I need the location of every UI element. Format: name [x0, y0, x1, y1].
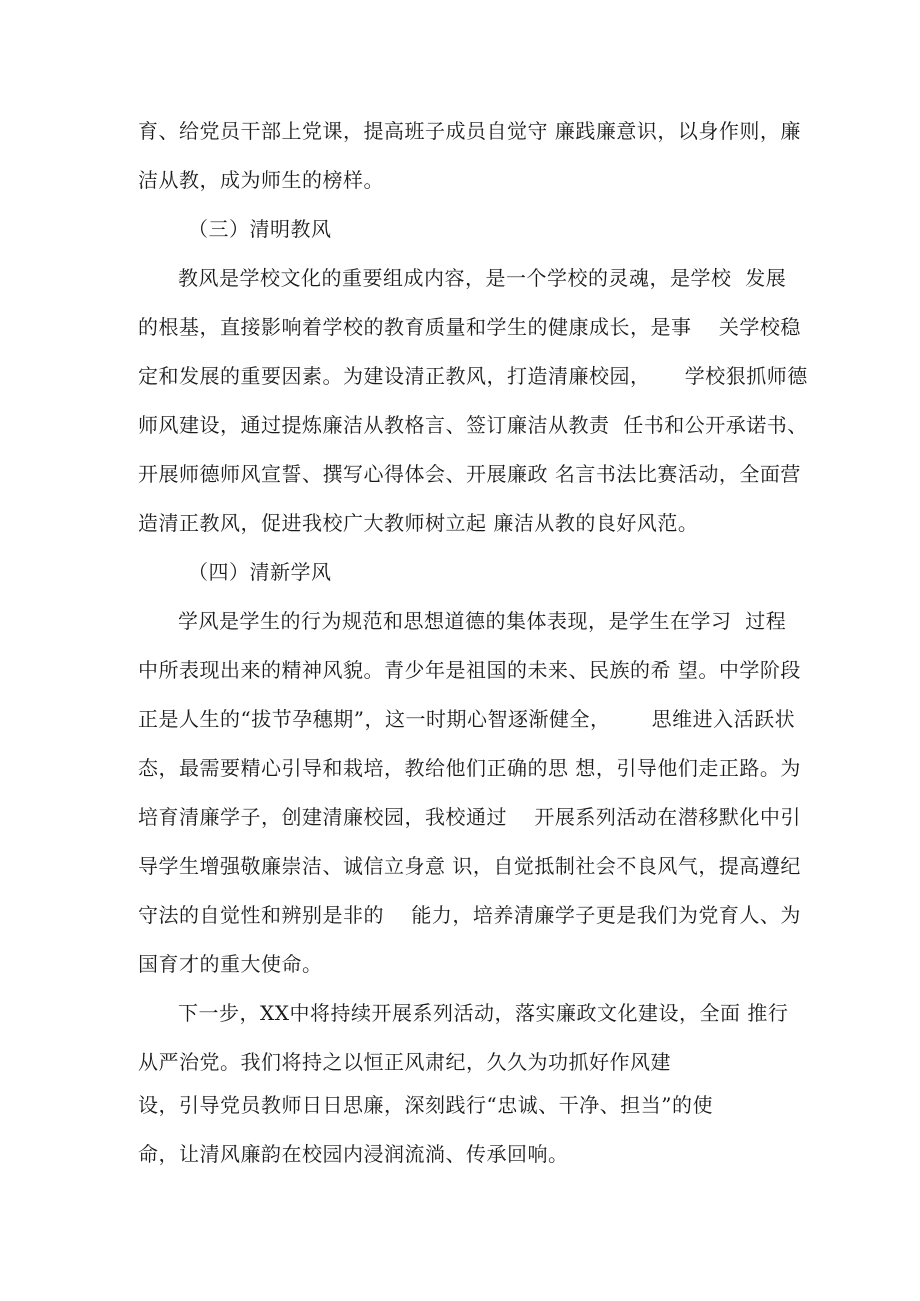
- paragraph-line: 学风是学生的行为规范和思想道德的集体表现，是学生在学习 过程: [178, 609, 787, 633]
- paragraph-line: 国育才的重大使命。: [138, 952, 323, 976]
- paragraph-line: 中所表现出来的精神风貌。青少年是祖国的未来、民族的希 望。中学阶段: [138, 658, 801, 682]
- paragraph-line: 从严治党。我们将持之以恒正风肃纪，久久为功抓好作风建: [138, 1050, 671, 1074]
- paragraph-line: 育、给党员干部上党课，提高班子成员自觉守 廉践廉意识，以身作则，廉: [138, 119, 801, 143]
- section-heading-3: （三）清明教风: [188, 217, 332, 241]
- paragraph-line: 守法的自觉性和辨别是非的 能力，培养清廉学子更是我们为党育人、为: [138, 903, 801, 927]
- paragraph-line: 态，最需要精心引导和栽培，教给他们正确的思 想，引导他们走正路。为: [138, 756, 801, 780]
- paragraph-line: 师风建设，通过提炼廉洁从教格言、签订廉洁从教责 任书和公开承诺书、: [138, 413, 808, 437]
- paragraph-line: 导学生增强敬廉崇洁、诚信立身意 识，自觉抵制社会不良风气，提高遵纪: [138, 854, 801, 878]
- paragraph-line: 定和发展的重要因素。为建设清正教风，打造清廉校园， 学校狠抓师德: [138, 364, 808, 388]
- paragraph-line: 的根基，直接影响着学校的教育质量和学生的健康成长，是事 关学校稳: [138, 315, 801, 339]
- paragraph-line: 洁从教，成为师生的榜样。: [138, 168, 384, 192]
- paragraph-line: 培育清廉学子，创建清廉校园，我校通过 开展系列活动在潜移默化中引: [138, 805, 801, 829]
- paragraph-line: 造清正教风，促进我校广大教师树立起 廉洁从教的良好风范。: [138, 511, 699, 535]
- paragraph-line: 下一步，XX中将持续开展系列活动，落实廉政文化建设，全面 推行: [178, 1001, 789, 1025]
- paragraph-line: 命，让清风廉韵在校园内浸润流淌、传承回响。: [138, 1142, 569, 1166]
- paragraph-line: 教风是学校文化的重要组成内容，是一个学校的灵魂，是学校 发展: [178, 266, 787, 290]
- paragraph-line: 开展师德师风宣誓、撰写心得体会、开展廉政 名言书法比赛活动，全面营: [138, 462, 801, 486]
- section-heading-4: （四）清新学风: [188, 560, 332, 584]
- paragraph-line: 设，引导党员教师日日思廉，深刻践行“忠诚、干净、担当”的使: [138, 1093, 713, 1117]
- paragraph-line: 正是人生的“拔节孕穗期”，这一时期心智逐渐健全， 思维进入活跃状: [138, 707, 796, 731]
